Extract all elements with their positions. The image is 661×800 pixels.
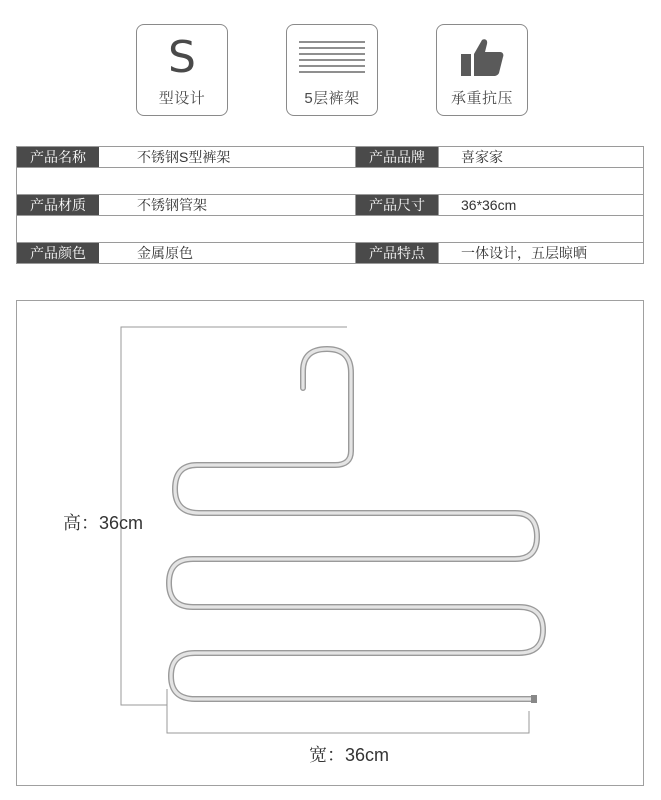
- feature-load-bearing: [436, 24, 528, 116]
- spec-row: [16, 194, 644, 216]
- dimension-lines: [121, 327, 529, 733]
- spec-spacer: [16, 168, 644, 194]
- feature-label: 5层裤架: [304, 90, 360, 107]
- thumbs-up-icon: [437, 33, 527, 83]
- spec-key: 产品名称: [17, 147, 99, 167]
- spec-key: 产品尺寸: [356, 195, 438, 215]
- feature-label: 承重抗压: [450, 90, 513, 107]
- spec-value: 36*36cm: [461, 197, 517, 213]
- feature-s-design: [136, 24, 228, 116]
- stacked-lines-svg: [297, 38, 367, 78]
- product-image-frame: [16, 300, 644, 786]
- stacked-lines-icon: [287, 33, 377, 83]
- spec-value: 不锈钢管架: [137, 197, 207, 213]
- spec-key: 产品特点: [356, 243, 438, 263]
- spec-value: 不锈钢S型裤架: [137, 149, 231, 165]
- hanger-end-cap: [531, 695, 537, 703]
- spec-value: 金属原色: [137, 245, 193, 261]
- spec-row: [16, 146, 644, 168]
- hanger-rod-outline: [169, 349, 543, 699]
- feature-label: 型设计: [158, 90, 206, 107]
- cell-divider: [438, 147, 439, 167]
- thumbs-up-svg: [458, 36, 506, 80]
- spec-value: 喜家家: [461, 149, 503, 165]
- spec-value: 一体设计，五层晾晒: [461, 245, 587, 261]
- width-dimension-label: 宽：36cm: [309, 745, 390, 765]
- spec-row: [16, 242, 644, 264]
- cell-divider: [438, 243, 439, 263]
- feature-5-layer: [286, 24, 378, 116]
- spec-key: 产品颜色: [17, 243, 99, 263]
- spec-key: 产品品牌: [356, 147, 438, 167]
- spec-key: 产品材质: [17, 195, 99, 215]
- hanger-illustration: [17, 301, 643, 785]
- hanger-rod: [169, 349, 543, 699]
- height-dimension-label: 高：36cm: [63, 513, 144, 533]
- cell-divider: [438, 195, 439, 215]
- width-guide-line: [167, 689, 529, 733]
- s-letter-icon: S: [168, 32, 196, 83]
- spec-spacer: [16, 216, 644, 242]
